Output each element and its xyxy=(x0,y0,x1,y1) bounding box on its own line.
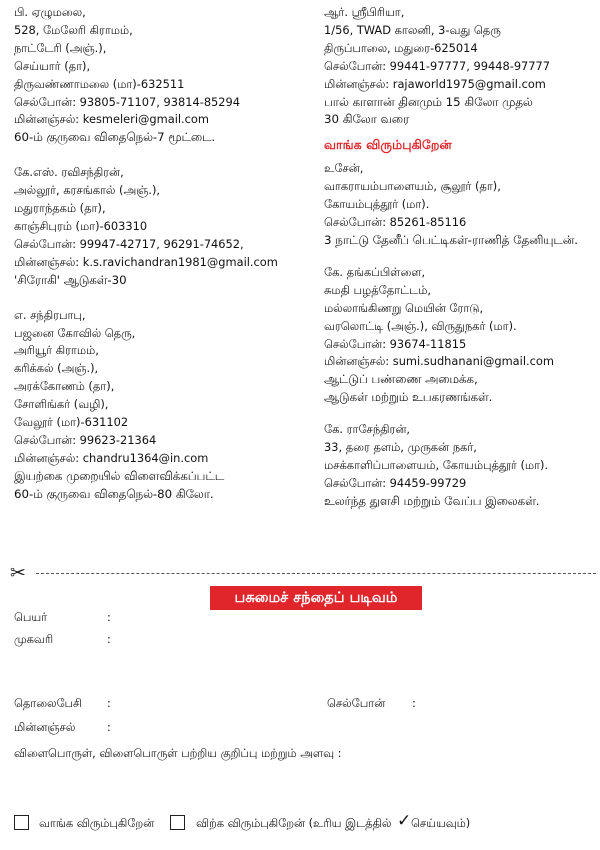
product-label: விளைபொருள், விளைபொருள் பற்றிய குறிப்பு மற்றும் அளவு : xyxy=(14,746,342,760)
listing-line: செல்போன்: 94459-99729 xyxy=(324,475,467,490)
listing-line: சுமதி பழத்தோட்டம், xyxy=(324,282,431,297)
address-colon: : xyxy=(107,632,111,646)
listing-line: எ. சந்திரபாபு, xyxy=(14,307,86,322)
listing-line: செல்போன்: 93674-11815 xyxy=(324,336,467,351)
listing-description: 'சிரோகி' ஆடுகள்-30 xyxy=(14,272,127,287)
listing-line: மசக்காளிப்பாளையம், கோயம்புத்தூர் (மா). xyxy=(324,457,549,472)
listing-line: கோயம்புத்தூர் (மா). xyxy=(324,197,430,212)
entry-spacer xyxy=(324,250,596,264)
listing-description: ஆடுகள் மற்றும் உபகரணங்கள். xyxy=(324,390,493,405)
listing-line: திருப்பாலை, மதுரை-625014 xyxy=(324,40,478,55)
listing-description: இயற்கை முறையில் விளைவிக்கப்பட்ட xyxy=(14,468,225,483)
buy-checkbox[interactable] xyxy=(14,815,29,830)
listing-description: 60-ம் குருவை விதைநெல்-7 மூட்டை. xyxy=(14,130,216,145)
left_entries-listing xyxy=(14,307,306,504)
listing-line: காஞ்சிபுரம் (மா)-603310 xyxy=(14,218,148,233)
cellphone-colon: : xyxy=(412,696,416,710)
listing-line: செல்போன்: 99947-42717, 96291-74652, xyxy=(14,236,244,251)
buy_entries-listing xyxy=(324,160,596,250)
listing-description: உலர்ந்த துளசி மற்றும் வேப்ப இலைகள். xyxy=(324,493,540,508)
listing-line: ஆர். ஸ்ரீபிரியா, xyxy=(324,5,405,19)
listing-line: செல்போன்: 85261-85116 xyxy=(324,215,467,230)
listing-line: அல்லூர், கரசங்கால் (அஞ்.), xyxy=(14,183,161,198)
listing-line: வரலொட்டி (அஞ்.), விருதுநகர் (மா). xyxy=(324,318,517,333)
listing-description: 60-ம் குருவை விதைநெல்-80 கிலோ. xyxy=(14,486,214,501)
right_entries-listing xyxy=(324,4,596,129)
listing-line: நாட்டேரி (அஞ்.), xyxy=(14,40,107,55)
form-title-banner: பசுமைச் சந்தைப் படிவம் xyxy=(210,586,422,610)
right-column xyxy=(324,4,596,511)
left_entries-listing xyxy=(14,164,306,289)
name-label: பெயர் xyxy=(14,610,48,624)
left_entries-listing xyxy=(14,4,306,147)
listing-line: வாகராயம்பாளையம், சூலூர் (தா), xyxy=(324,179,501,194)
listing-line: பி. ஏழுமலை, xyxy=(14,5,86,19)
scissors-icon: ✂ xyxy=(10,562,26,584)
listing-line: செய்யார் (தா), xyxy=(14,58,91,73)
email-label: மின்னஞ்சல் xyxy=(14,720,76,734)
listing-line: மின்னஞ்சல்: chandru1364@in.com xyxy=(14,450,209,465)
listing-line: அரக்கோணம் (தா), xyxy=(14,379,115,394)
listing-line: செல்போன்: 93805-71107, 93814-85294 xyxy=(14,94,241,109)
check-mark-icon: ✓ xyxy=(397,811,412,831)
listing-line: செல்போன்: 99441-97777, 99448-97777 xyxy=(324,58,551,73)
listing-description: 30 கிலோ வரை xyxy=(324,112,410,127)
entry-spacer xyxy=(324,407,596,421)
listing-line: கே. தங்கப்பிள்ளை, xyxy=(324,264,426,279)
email-colon: : xyxy=(107,720,111,734)
cut-line-divider xyxy=(36,573,596,574)
buy-option-label: வாங்க விரும்புகிறேன் xyxy=(39,816,155,830)
listing-line: 1/56, TWAD காலனி, 3-வது தெரு xyxy=(324,22,501,37)
listing-line: மின்னஞ்சல்: kesmeleri@gmail.com xyxy=(14,112,209,127)
listing-line: மின்னஞ்சல்: sumi.sudhanani@gmail.com xyxy=(324,354,554,369)
listing-line: சோளிங்கர் (வழி), xyxy=(14,397,109,412)
entry-spacer xyxy=(14,290,306,307)
buy-section-title: வாங்க விரும்புகிறேன் xyxy=(324,137,452,153)
listing-line: கரிக்கல் (அஞ்.), xyxy=(14,361,99,376)
listing-line: உசேன், xyxy=(324,161,364,176)
listing-line: வேலூர் (மா)-631102 xyxy=(14,415,129,430)
phone-colon: : xyxy=(107,696,111,710)
listing-line: அரியூர் கிராமம், xyxy=(14,343,99,358)
listing-line: கே.எஸ். ரவிசந்திரன், xyxy=(14,165,124,180)
listing-line: மதுராந்தகம் (தா), xyxy=(14,201,106,216)
listing-description: ஆட்டுப் பண்ணை அமைக்க, xyxy=(324,372,478,387)
listing-line: மின்னஞ்சல்: k.s.ravichandran1981@gmail.com xyxy=(14,254,278,269)
buy_entries-listing xyxy=(324,264,596,407)
entry-spacer xyxy=(14,147,306,164)
buy_entries-listing xyxy=(324,421,596,511)
listing-description: 3 நாட்டு தேனீப் பெட்டிகள்-ராணித் தேனியுடன். xyxy=(324,232,578,247)
cellphone-label: செல்போன் xyxy=(327,696,386,710)
sell-option-suffix: செய்யவும்) xyxy=(411,816,471,830)
address-label: முகவரி xyxy=(14,632,54,646)
listing-line: 33, தரை தளம், முருகன் நகர், xyxy=(324,440,477,455)
sell-checkbox[interactable] xyxy=(170,815,185,830)
phone-label: தொலைபேசி xyxy=(14,696,82,710)
listing-line: செல்போன்: 99623-21364 xyxy=(14,432,157,447)
listing-line: திருவண்ணாமலை (மா)-632511 xyxy=(14,76,185,91)
listing-line: மின்னஞ்சல்: rajaworld1975@gmail.com xyxy=(324,76,546,91)
sell-option-label: விற்க விரும்புகிறேன் (உரிய இடத்தில் xyxy=(196,816,392,830)
left-column xyxy=(14,4,306,504)
listing-line: மல்லாங்கிணறு மெயின் ரோடு, xyxy=(324,300,484,315)
name-colon: : xyxy=(107,610,111,624)
listing-description: பால் காளான் தினமும் 15 கிலோ முதல் xyxy=(324,94,533,109)
listing-line: பஜனை கோவில் தெரு, xyxy=(14,325,136,340)
listing-line: கே. ராசேந்திரன், xyxy=(324,422,411,437)
listing-line: 528, மேலேரி கிராமம், xyxy=(14,22,133,37)
